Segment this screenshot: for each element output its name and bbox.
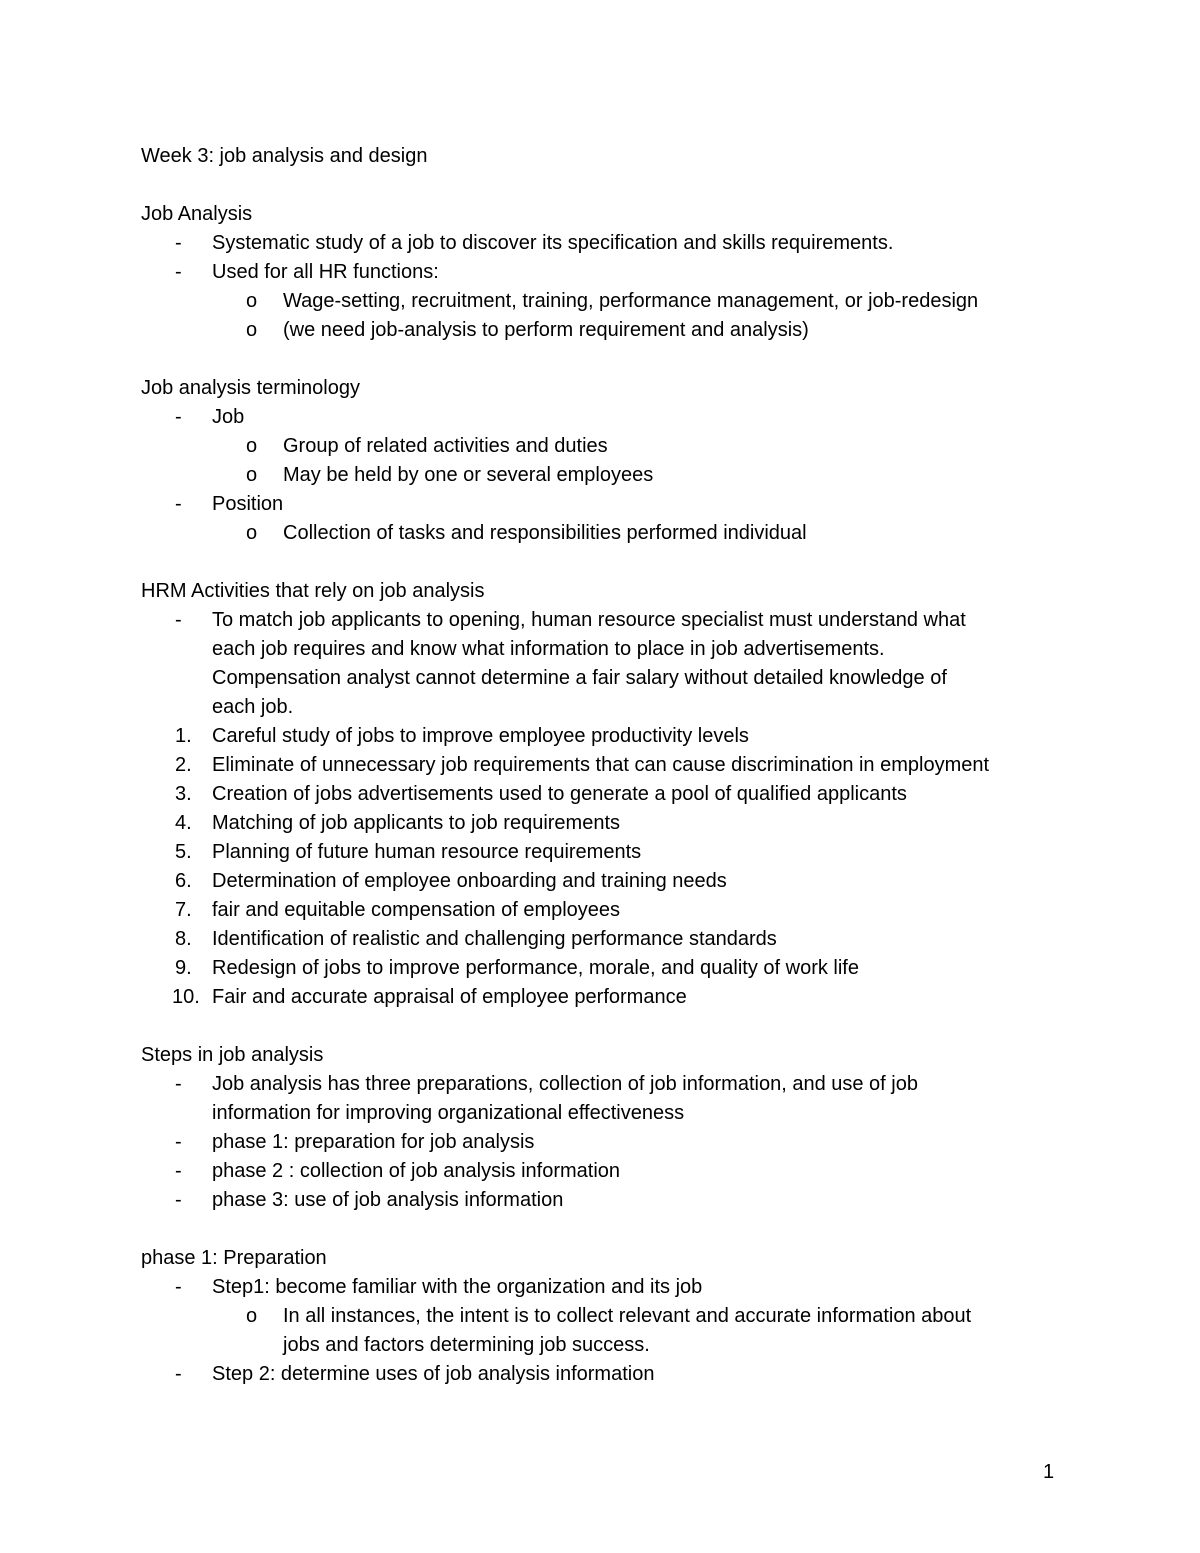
numbered-item	[141, 925, 1071, 954]
list-item-text: Fair and accurate appraisal of employee performance	[212, 986, 687, 1008]
list-item-text: Matching of job applicants to job requirements	[212, 812, 621, 834]
spacer	[141, 1215, 1071, 1244]
item-number: 1.	[175, 725, 192, 747]
circle-bullet: o	[246, 464, 258, 486]
dash-bullet: -	[175, 1189, 182, 1211]
list-item	[141, 1186, 1071, 1215]
list-item-text: Collection of tasks and responsibilities performed individual	[283, 522, 807, 544]
circle-bullet: o	[246, 435, 258, 457]
numbered-item	[141, 838, 1071, 867]
sub-list-item	[141, 1302, 1071, 1331]
list-item-text: jobs and factors determining job success.	[283, 1334, 650, 1356]
item-number: 5.	[175, 841, 192, 863]
spacer	[141, 1012, 1071, 1041]
dash-bullet: -	[175, 1131, 182, 1153]
list-item	[141, 1128, 1071, 1157]
dash-bullet: -	[175, 1363, 182, 1385]
list-item	[141, 606, 1071, 635]
list-item-text: Group of related activities and duties	[283, 435, 608, 457]
numbered-item	[141, 809, 1071, 838]
list-item-text: Job analysis has three preparations, collection of job information, and use of job	[212, 1073, 918, 1095]
list-item-text: Redesign of jobs to improve performance, morale, and quality of work life	[212, 957, 859, 979]
item-number: 3.	[175, 783, 192, 805]
list-item-text: phase 2 : collection of job analysis information	[212, 1160, 621, 1182]
list-item	[141, 490, 1071, 519]
item-number: 6.	[175, 870, 192, 892]
list-item-text: each job requires and know what information to place in job advertisements.	[212, 638, 885, 660]
dash-bullet: -	[175, 261, 182, 283]
document-body	[141, 142, 1071, 1389]
numbered-item	[141, 954, 1071, 983]
list-item-text: phase 1: preparation for job analysis	[212, 1131, 535, 1153]
section-heading-terminology: Job analysis terminology	[141, 377, 360, 399]
list-item-text: Identification of realistic and challenging performance standards	[212, 928, 777, 950]
numbered-item	[141, 867, 1071, 896]
list-item-text: each job.	[212, 696, 294, 718]
numbered-item	[141, 983, 1071, 1012]
page-number: 1	[1043, 1461, 1055, 1483]
dash-bullet: -	[175, 1073, 182, 1095]
list-item-text: Careful study of jobs to improve employee productivity levels	[212, 725, 749, 747]
spacer	[141, 548, 1071, 577]
numbered-item	[141, 896, 1071, 925]
list-item-continuation	[141, 664, 1071, 693]
list-item	[141, 1070, 1071, 1099]
list-item-continuation	[141, 1099, 1071, 1128]
list-item-text: Determination of employee onboarding and training needs	[212, 870, 727, 892]
list-item-text: (we need job-analysis to perform requirement and analysis)	[283, 319, 809, 341]
dash-bullet: -	[175, 1276, 182, 1298]
list-item-text: fair and equitable compensation of employees	[212, 899, 621, 921]
item-number: 10.	[172, 986, 200, 1008]
list-item	[141, 229, 1071, 258]
dash-bullet: -	[175, 1160, 182, 1182]
list-item-continuation	[141, 693, 1071, 722]
list-item	[141, 258, 1071, 287]
list-item-text: information for improving organizational effectiveness	[212, 1102, 685, 1124]
list-item-text: Used for all HR functions:	[212, 261, 439, 283]
list-item	[141, 1360, 1071, 1389]
list-item-continuation	[141, 635, 1071, 664]
list-item-text: Job	[212, 406, 245, 428]
sub-list-item	[141, 432, 1071, 461]
numbered-item	[141, 780, 1071, 809]
dash-bullet: -	[175, 493, 182, 515]
list-item-text: In all instances, the intent is to collect relevant and accurate information about	[283, 1305, 972, 1327]
sub-list-item	[141, 461, 1071, 490]
list-item	[141, 1273, 1071, 1302]
dash-bullet: -	[175, 232, 182, 254]
document-title: Week 3: job analysis and design	[141, 145, 428, 167]
list-item-text: Planning of future human resource requirements	[212, 841, 642, 863]
item-number: 7.	[175, 899, 192, 921]
item-number: 9.	[175, 957, 192, 979]
list-item	[141, 403, 1071, 432]
list-item-text: Eliminate of unnecessary job requirements that can cause discrimination in employment	[212, 754, 990, 776]
sub-list-item	[141, 316, 1071, 345]
dash-bullet: -	[175, 406, 182, 428]
item-number: 4.	[175, 812, 192, 834]
list-item-text: Compensation analyst cannot determine a fair salary without detailed knowledge of	[212, 667, 947, 689]
list-item-text: phase 3: use of job analysis information	[212, 1189, 564, 1211]
list-item-text: Step 2: determine uses of job analysis information	[212, 1363, 655, 1385]
circle-bullet: o	[246, 319, 258, 341]
sub-list-item	[141, 519, 1071, 548]
section-heading-phase1: phase 1: Preparation	[141, 1247, 327, 1269]
list-item-text: May be held by one or several employees	[283, 464, 654, 486]
circle-bullet: o	[246, 290, 258, 312]
section-heading-hrm: HRM Activities that rely on job analysis	[141, 580, 485, 602]
list-item-text: Step1: become familiar with the organization and its job	[212, 1276, 703, 1298]
list-item-text: To match job applicants to opening, human resource specialist must understand what	[212, 609, 966, 631]
circle-bullet: o	[246, 522, 258, 544]
section-heading-job-analysis: Job Analysis	[141, 203, 253, 225]
sub-list-item-continuation	[141, 1331, 1071, 1360]
spacer	[141, 345, 1071, 374]
numbered-item	[141, 751, 1071, 780]
item-number: 8.	[175, 928, 192, 950]
list-item-text: Wage-setting, recruitment, training, performance management, or job-redesign	[283, 290, 979, 312]
numbered-item	[141, 722, 1071, 751]
section-heading-steps: Steps in job analysis	[141, 1044, 324, 1066]
sub-list-item	[141, 287, 1071, 316]
list-item	[141, 1157, 1071, 1186]
dash-bullet: -	[175, 609, 182, 631]
list-item-text: Position	[212, 493, 284, 515]
item-number: 2.	[175, 754, 192, 776]
list-item-text: Systematic study of a job to discover its specification and skills requirements.	[212, 232, 894, 254]
spacer	[141, 171, 1071, 200]
circle-bullet: o	[246, 1305, 258, 1327]
list-item-text: Creation of jobs advertisements used to generate a pool of qualified applicants	[212, 783, 907, 805]
